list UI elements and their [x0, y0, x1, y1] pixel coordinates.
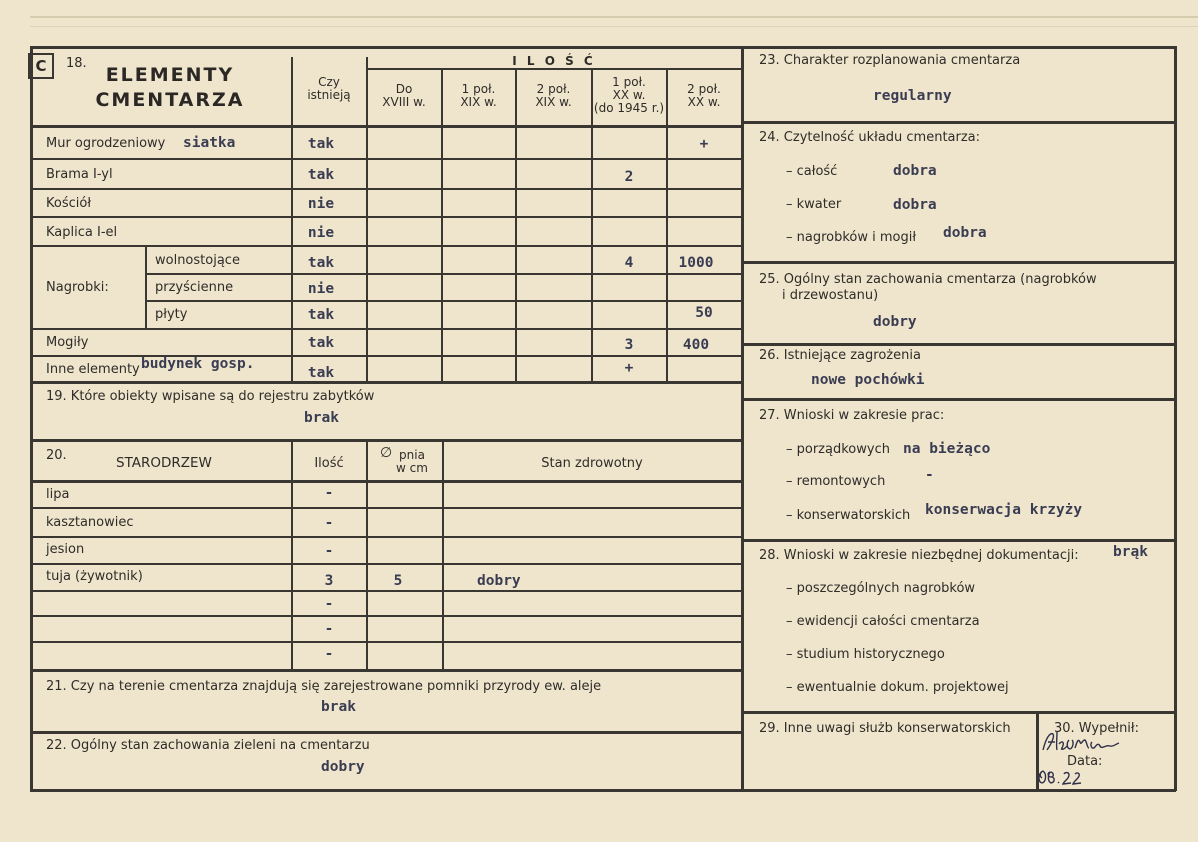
s23-bottom — [741, 121, 1176, 124]
s20-row-line — [30, 536, 742, 538]
row-label-kaplica: Kaplica I-el — [46, 225, 118, 240]
s18-row-line — [145, 300, 742, 302]
s26-bottom — [741, 398, 1176, 401]
s18-bottom — [30, 381, 742, 384]
s18-row-line — [30, 216, 742, 218]
s20-trunk-symbol: ∅ — [380, 445, 393, 461]
s28-item: – poszczególnych nagrobków — [786, 581, 976, 596]
s27-item-value: - — [925, 467, 934, 483]
s20-row-line — [30, 641, 742, 643]
row-p5-mogily: 400 — [682, 337, 710, 353]
row-exists-brama: tak — [307, 167, 335, 183]
s28-value: brąk — [1113, 544, 1148, 560]
row-label-kosciol: Kościół — [46, 196, 92, 211]
s24-item-label: – nagrobków i mogił — [786, 230, 917, 245]
s18-title-1: ELEMENTY — [105, 64, 235, 86]
s18-row-line — [30, 355, 742, 357]
s20-col-trunk: pnia w cm — [396, 448, 428, 475]
s21-label: 21. Czy na terenie cmentarza znajdują się zarejestrowane pomniki przyrody ew. aleje — [46, 679, 602, 694]
s20-col-health: Stan zdrowotny — [541, 456, 643, 471]
s18-col-p3-left — [515, 68, 517, 382]
s27-item-value: konserwacja krzyży — [925, 502, 1083, 518]
row-extra-mur: siatka — [183, 135, 236, 151]
s24-item-value: dobra — [893, 197, 937, 213]
s25-label-1: 25. Ogólny stan zachowania cmentarza (nagrobków — [759, 272, 1097, 287]
s24-item-value: dobra — [943, 225, 987, 241]
row-label-wolnostojace: wolnostojące — [155, 253, 240, 268]
s18-row-line — [30, 158, 742, 160]
tree-qty: - — [324, 596, 334, 612]
col-exists-header: Czy istnieją — [307, 75, 351, 102]
tree-qty: - — [324, 621, 334, 637]
s24-bottom — [741, 261, 1176, 264]
s22-value: dobry — [321, 759, 365, 775]
tree-trunk: 5 — [393, 573, 403, 589]
s24-label: 24. Czytelność układu cmentarza: — [759, 130, 981, 145]
tree-name: jesion — [46, 542, 85, 557]
tree-qty: - — [324, 515, 334, 531]
tree-name: kasztanowiec — [46, 515, 134, 530]
s27-item-label: – remontowych — [786, 474, 886, 489]
s24-item-label: – całość — [786, 164, 838, 179]
row-exists-inne: tak — [307, 365, 335, 381]
s18-col-p5-left — [666, 68, 668, 382]
col-period-5: 2 poł. XX w. — [687, 82, 721, 109]
section-letter-box — [28, 53, 54, 79]
tree-health: dobry — [477, 573, 521, 589]
s24-item-value: dobra — [893, 163, 937, 179]
row-p5-mur: + — [699, 136, 709, 152]
s26-label: 26. Istniejące zagrożenia — [759, 348, 921, 363]
s18-row-line — [30, 188, 742, 190]
row-exists-kaplica: nie — [307, 225, 335, 241]
s19-value: brak — [304, 410, 339, 426]
tree-name: tuja (żywotnik) — [46, 569, 143, 584]
tree-qty: - — [324, 646, 334, 662]
s28-item: – ewentualnie dokum. projektowej — [786, 680, 1009, 695]
row-extra-inne: budynek gosp. — [141, 356, 255, 372]
row-p5-plyty: 50 — [695, 305, 713, 321]
s20-number: 20. — [46, 448, 67, 463]
s25-bottom — [741, 343, 1176, 346]
frame-bottom — [30, 789, 1176, 792]
row-exists-kosciol: nie — [307, 196, 335, 212]
s28-label: 28. Wnioski w zakresie niezbędnej dokumentacji: — [759, 548, 1079, 563]
row-exists-plyty: tak — [307, 307, 335, 323]
tree-qty: 3 — [324, 573, 334, 589]
s27-item-value: na bieżąco — [903, 441, 991, 457]
s18-number: 18. — [66, 56, 87, 71]
s20-bottom — [30, 669, 742, 672]
tree-name: lipa — [46, 487, 70, 502]
s27-label: 27. Wnioski w zakresie prac: — [759, 408, 945, 423]
row-p4-brama: 2 — [624, 169, 634, 185]
frame-right — [1174, 46, 1177, 791]
row-label-przyscienne: przyścienne — [155, 280, 234, 295]
s18-col-p4-left — [591, 68, 593, 382]
s27-item-label: – konserwatorskich — [786, 508, 911, 523]
s30-label: 30. Wypełnił: — [1054, 721, 1139, 736]
row-label-brama: Brama I-yl — [46, 167, 113, 182]
row-exists-wolnostojace: tak — [307, 255, 335, 271]
row-label-mogily: Mogiły — [46, 335, 89, 350]
ilosc-underline — [367, 68, 741, 70]
nagrobki-sub-divider — [145, 245, 147, 328]
s21-bottom — [30, 731, 742, 734]
s18-row-line — [145, 273, 742, 275]
tree-qty: - — [324, 543, 334, 559]
s20-row-line — [30, 507, 742, 509]
s27-bottom — [741, 539, 1176, 542]
s20-row-line — [30, 563, 742, 565]
section-letter: C — [35, 57, 47, 75]
s22-label: 22. Ogólny stan zachowania zieleni na cmentarzu — [46, 738, 370, 753]
row-p4-mogily: 3 — [624, 337, 634, 353]
frame-top — [30, 46, 1176, 49]
row-label-inne: Inne elementy — [46, 362, 140, 377]
s20-row-line — [30, 590, 742, 592]
s28-item: – ewidencji całości cmentarza — [786, 614, 980, 629]
row-exists-mogily: tak — [307, 335, 335, 351]
s20-title: STARODRZEW — [116, 455, 212, 471]
s18-col-p2-left — [441, 68, 443, 382]
row-exists-mur: tak — [307, 136, 335, 152]
s20-col-trunk-left — [366, 440, 368, 670]
s29-label: 29. Inne uwagi służb konserwatorskich — [759, 721, 1011, 736]
s25-value: dobry — [873, 314, 917, 330]
col-period-4: 1 poł. XX w. (do 1945 r.) — [593, 75, 665, 115]
row-p4-inne: + — [624, 360, 634, 376]
row-label-mur: Mur ogrodzeniowy — [46, 136, 166, 151]
s18-header-bottom — [30, 125, 742, 128]
s26-value: nowe pochówki — [811, 372, 925, 388]
signature — [1040, 728, 1122, 754]
card-top-edge-shadow — [30, 26, 1198, 27]
s19-bottom — [30, 439, 742, 442]
row-label-plyty: płyty — [155, 307, 188, 322]
s18-row-line — [30, 328, 742, 330]
s18-title-2: CMENTARZA — [95, 89, 245, 111]
s27-item-label: – porządkowych — [786, 442, 890, 457]
s20-header-bottom — [30, 480, 742, 483]
s28-bottom — [741, 711, 1176, 714]
col-ilosc-header: I L O Ś Ć — [512, 54, 596, 68]
row-p5-wolnostojace: 1000 — [678, 255, 714, 271]
card-top-edge — [30, 16, 1198, 18]
s18-row-line — [30, 245, 742, 247]
s28-item: – studium historycznego — [786, 647, 945, 662]
row-p4-wolnostojace: 4 — [624, 255, 634, 271]
col-period-2: 1 poł. XIX w. — [460, 82, 497, 109]
nagrobki-label: Nagrobki: — [46, 280, 109, 295]
s18-col-exists-left — [291, 57, 293, 382]
s20-col-qty: Ilość — [314, 456, 344, 471]
s21-value: brak — [321, 699, 356, 715]
tree-qty: - — [324, 485, 334, 501]
s25-label-2: i drzewostanu) — [782, 288, 879, 303]
date-handwritten — [1036, 762, 1088, 788]
s23-label: 23. Charakter rozplanowania cmentarza — [759, 53, 1021, 68]
row-exists-przyscienne: nie — [307, 281, 335, 297]
s19-label: 19. Które obiekty wpisane są do rejestru zabytków — [46, 389, 375, 404]
s30-date-label: Data: — [1067, 754, 1103, 769]
s23-value: regularny — [873, 88, 952, 104]
col-period-1: Do XVIII w. — [382, 82, 426, 109]
col-period-3: 2 poł. XIX w. — [535, 82, 572, 109]
s24-item-label: – kwater — [786, 197, 842, 212]
s20-row-line — [30, 615, 742, 617]
